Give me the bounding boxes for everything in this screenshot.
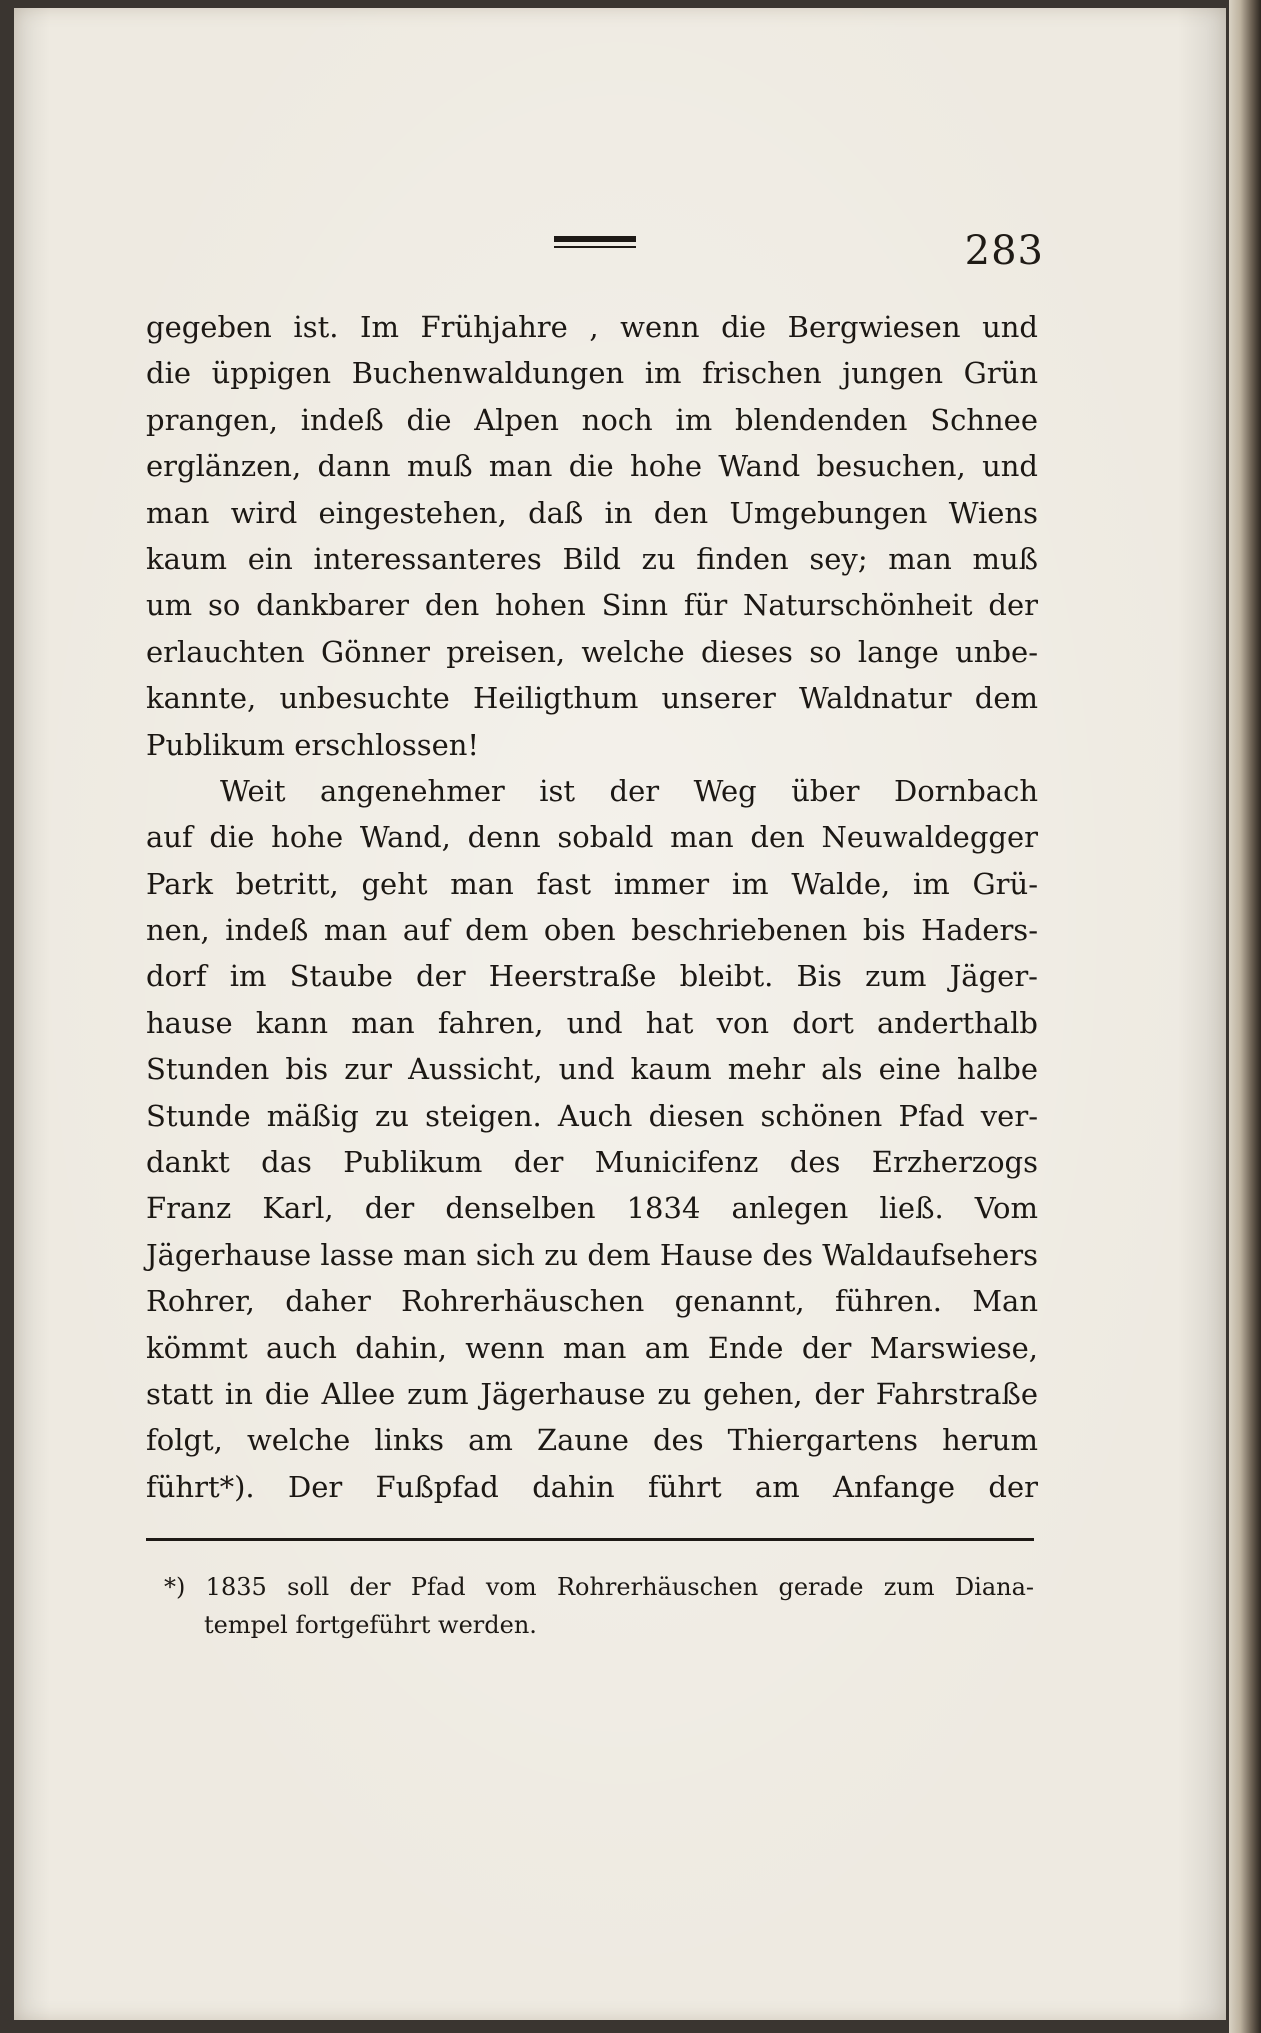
text-line: statt in die Allee zum Jägerhause zu gehen, der Fahrstraße xyxy=(146,1376,1038,1411)
text-line: dorf im Staube der Heerstraße bleibt. Bis zum Jäger- xyxy=(146,959,1038,994)
text-line: führt*). Der Fußpfad dahin führt am Anfange der xyxy=(146,1469,1038,1504)
text-line: Stunde mäßig zu steigen. Auch diesen schönen Pfad ver- xyxy=(146,1098,1038,1133)
text-line: Rohrer, daher Rohrerhäuschen genannt, führen. Man xyxy=(146,1284,1038,1319)
header-rule xyxy=(554,236,636,242)
text-line: die üppigen Buchenwaldungen im frischen jungen Grün xyxy=(146,356,1038,391)
text-line: Publikum erschlossen! xyxy=(146,727,480,762)
text-line: erglänzen, dann muß man die hohe Wand besuchen, und xyxy=(146,449,1038,484)
text-line: um so dankbarer den hohen Sinn für Naturschönheit der xyxy=(146,588,1038,623)
book-spine-edge xyxy=(1229,0,1261,2033)
text-line: Park betritt, geht man fast immer im Walde, im Grü- xyxy=(146,866,1038,901)
text-line: auf die hohe Wand, denn sobald man den Neuwaldegger xyxy=(146,820,1038,855)
text-line: dankt das Publikum der Municifenz des Erzherzogs xyxy=(146,1145,1038,1180)
text-line: hause kann man fahren, und hat von dort anderthalb xyxy=(146,1005,1038,1040)
text-line: man wird eingestehen, daß in den Umgebungen Wiens xyxy=(146,495,1038,530)
footnote-line: *) 1835 soll der Pfad vom Rohrerhäuschen gerade zum Diana- xyxy=(164,1573,1034,1601)
text-line: kaum ein interessanteres Bild zu finden sey; man muß xyxy=(146,541,1038,576)
book-page xyxy=(14,8,1226,2020)
page-number: 283 xyxy=(964,228,1044,274)
text-line: nen, indeß man auf dem oben beschriebenen bis Haders- xyxy=(146,913,1038,948)
text-line: erlauchten Gönner preisen, welche dieses so lange unbe- xyxy=(146,634,1038,669)
text-line: Jägerhause lasse man sich zu dem Hause des Waldaufsehers xyxy=(146,1237,1038,1272)
footnote-line: tempel fortgeführt werden. xyxy=(204,1611,537,1639)
footnote xyxy=(164,1568,1034,1644)
footnote-rule xyxy=(146,1538,1034,1541)
text-line: prangen, indeß die Alpen noch im blendenden Schnee xyxy=(146,402,1038,437)
main-text xyxy=(146,304,1038,1510)
text-line: kömmt auch dahin, wenn man am Ende der Marswiese, xyxy=(146,1330,1038,1365)
paragraph-start-line: Weit angenehmer ist der Weg über Dornbach xyxy=(220,773,1038,808)
text-line: Stunden bis zur Aussicht, und kaum mehr als eine halbe xyxy=(146,1052,1038,1087)
text-line: kannte, unbesuchte Heiligthum unserer Waldnatur dem xyxy=(146,681,1038,716)
text-line: gegeben ist. Im Frühjahre , wenn die Bergwiesen und xyxy=(146,310,1038,344)
text-line: folgt, welche links am Zaune des Thiergartens herum xyxy=(146,1423,1038,1458)
text-line: Franz Karl, der denselben 1834 anlegen ließ. Vom xyxy=(146,1191,1038,1226)
